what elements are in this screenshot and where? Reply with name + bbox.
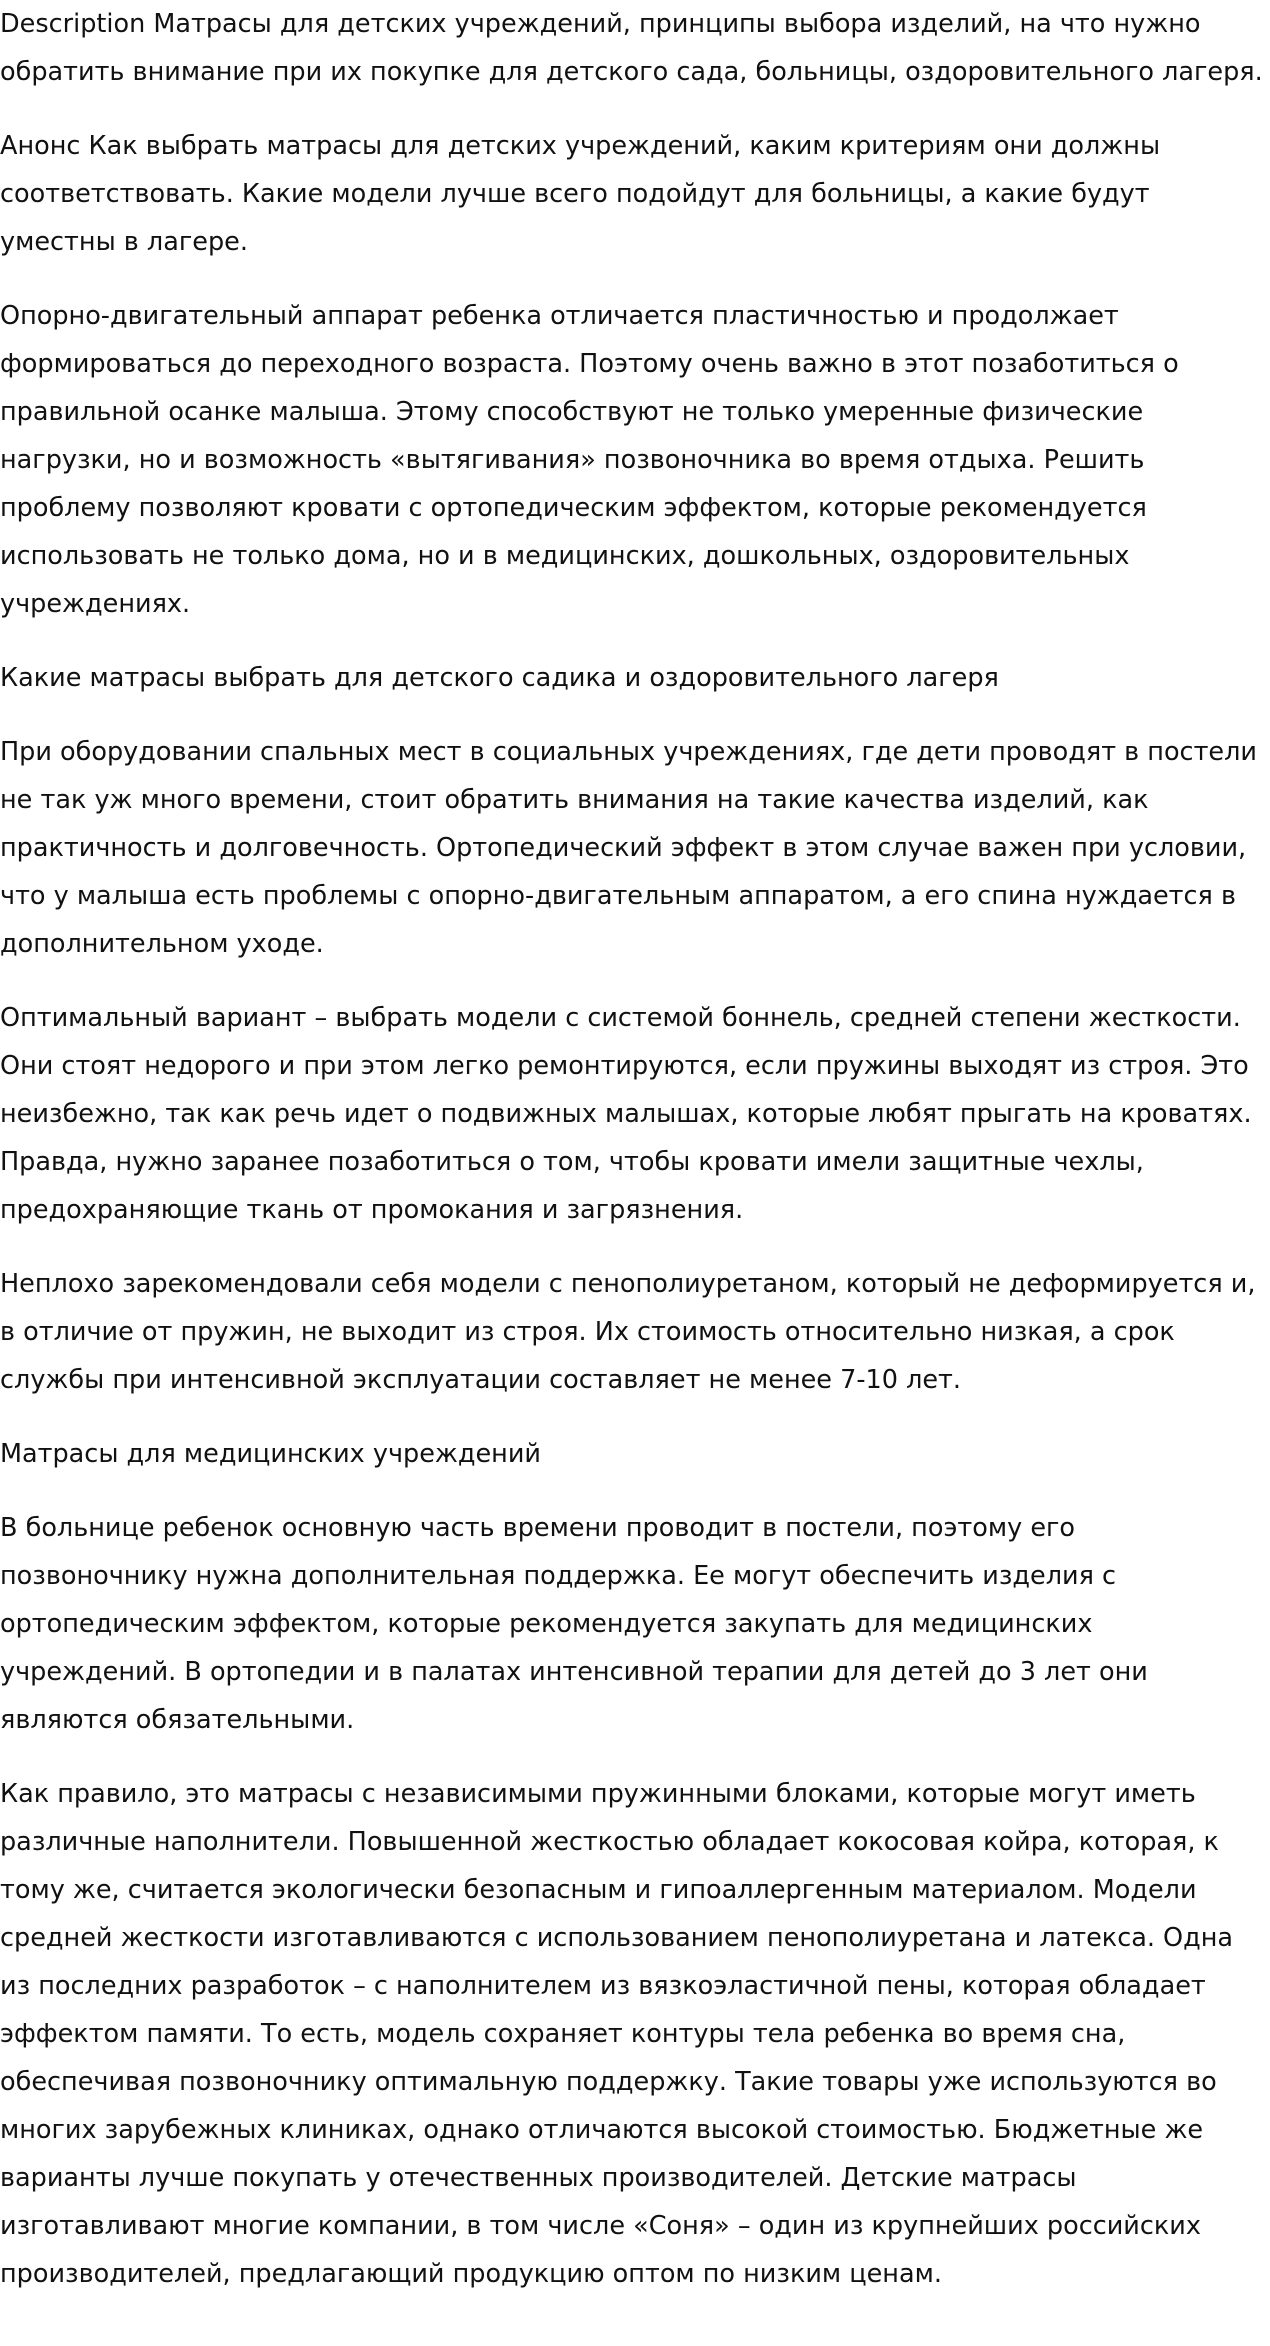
section-heading-medical: Матрасы для медицинских учреждений xyxy=(0,1439,541,1469)
kindergarten-paragraph-2: Оптимальный вариант – выбрать модели с системой боннель, средней степени жесткости. Они стоят недорого и при этом легко ремонтируются, если пружины выходят из строя. Это неизбежно, так как речь идет о подвижных малышах, которые любят прыгать на кроватях. Правда, нужно заранее позаботиться о том, чтобы кровати имели защитные чехлы, предохраняющие ткань от промокания и загрязнения. xyxy=(0,1003,1252,1225)
medical-paragraph-1: В больнице ребенок основную часть времени проводит в постели, поэтому его позвоночнику нужна дополнительная поддержка. Ее могут обеспечить изделия с ортопедическим эффектом, которые рекомендуется закупать для медицинских учреждений. В ортопедии и в палатах интенсивной терапии для детей до 3 лет они являются обязательными. xyxy=(0,1513,1148,1735)
announce-paragraph: Анонс Как выбрать матрасы для детских учреждений, каким критериям они должны соответствовать. Какие модели лучше всего подойдут для больницы, а какие будут уместны в лагере. xyxy=(0,131,1161,257)
section-heading-kindergarten: Какие матрасы выбрать для детского садика и оздоровительного лагеря xyxy=(0,663,999,693)
description-paragraph: Description Матрасы для детских учреждений, принципы выбора изделий, на что нужно обратить внимание при их покупке для детского сада, больницы, оздоровительного лагеря. xyxy=(0,9,1263,87)
intro-paragraph: Опорно-двигательный аппарат ребенка отличается пластичностью и продолжает формироваться до переходного возраста. Поэтому очень важно в этот позаботиться о правильной осанке малыша. Этому способствуют не только умеренные физические нагрузки, но и возможность «вытягивания» позвоночника во время отдыха. Решить проблему позволяют кровати с ортопедическим эффектом, которые рекомендуется использовать не только дома, но и в медицинских, дошкольных, оздоровительных учреждениях. xyxy=(0,301,1179,619)
medical-paragraph-2: Как правило, это матрасы с независимыми пружинными блоками, которые могут иметь различные наполнители. Повышенной жесткостью обладает кокосовая койра, которая, к тому же, считается экологически безопасным и гипоаллергенным материалом. Модели средней жесткости изготавливаются с использованием пенополиуретана и латекса. Одна из последних разработок – с наполнителем из вязкоэластичной пены, которая обладает эффектом памяти. То есть, модель сохраняет контуры тела ребенка во время сна, обеспечивая позвоночнику оптимальную поддержку. Такие товары уже используются во многих зарубежных клиниках, однако отличаются высокой стоимостью. Бюджетные же варианты лучше покупать у отечественных производителей. Детские матрасы изготавливают многие компании, в том числе «Соня» – один из крупнейших российских производителей, предлагающий продукцию оптом по низким ценам. xyxy=(0,1779,1234,2289)
kindergarten-paragraph-1: При оборудовании спальных мест в социальных учреждениях, где дети проводят в постели не так уж много времени, стоит обратить внимания на такие качества изделий, как практичность и долговечность. Ортопедический эффект в этом случае важен при условии, что у малыша есть проблемы с опорно-двигательным аппаратом, а его спина нуждается в дополнительном уходе. xyxy=(0,737,1257,959)
kindergarten-paragraph-3: Неплохо зарекомендовали себя модели с пенополиуретаном, который не деформируется и, в отличие от пружин, не выходит из строя. Их стоимость относительно низкая, а срок службы при интенсивной эксплуатации составляет не менее 7-10 лет. xyxy=(0,1269,1256,1395)
